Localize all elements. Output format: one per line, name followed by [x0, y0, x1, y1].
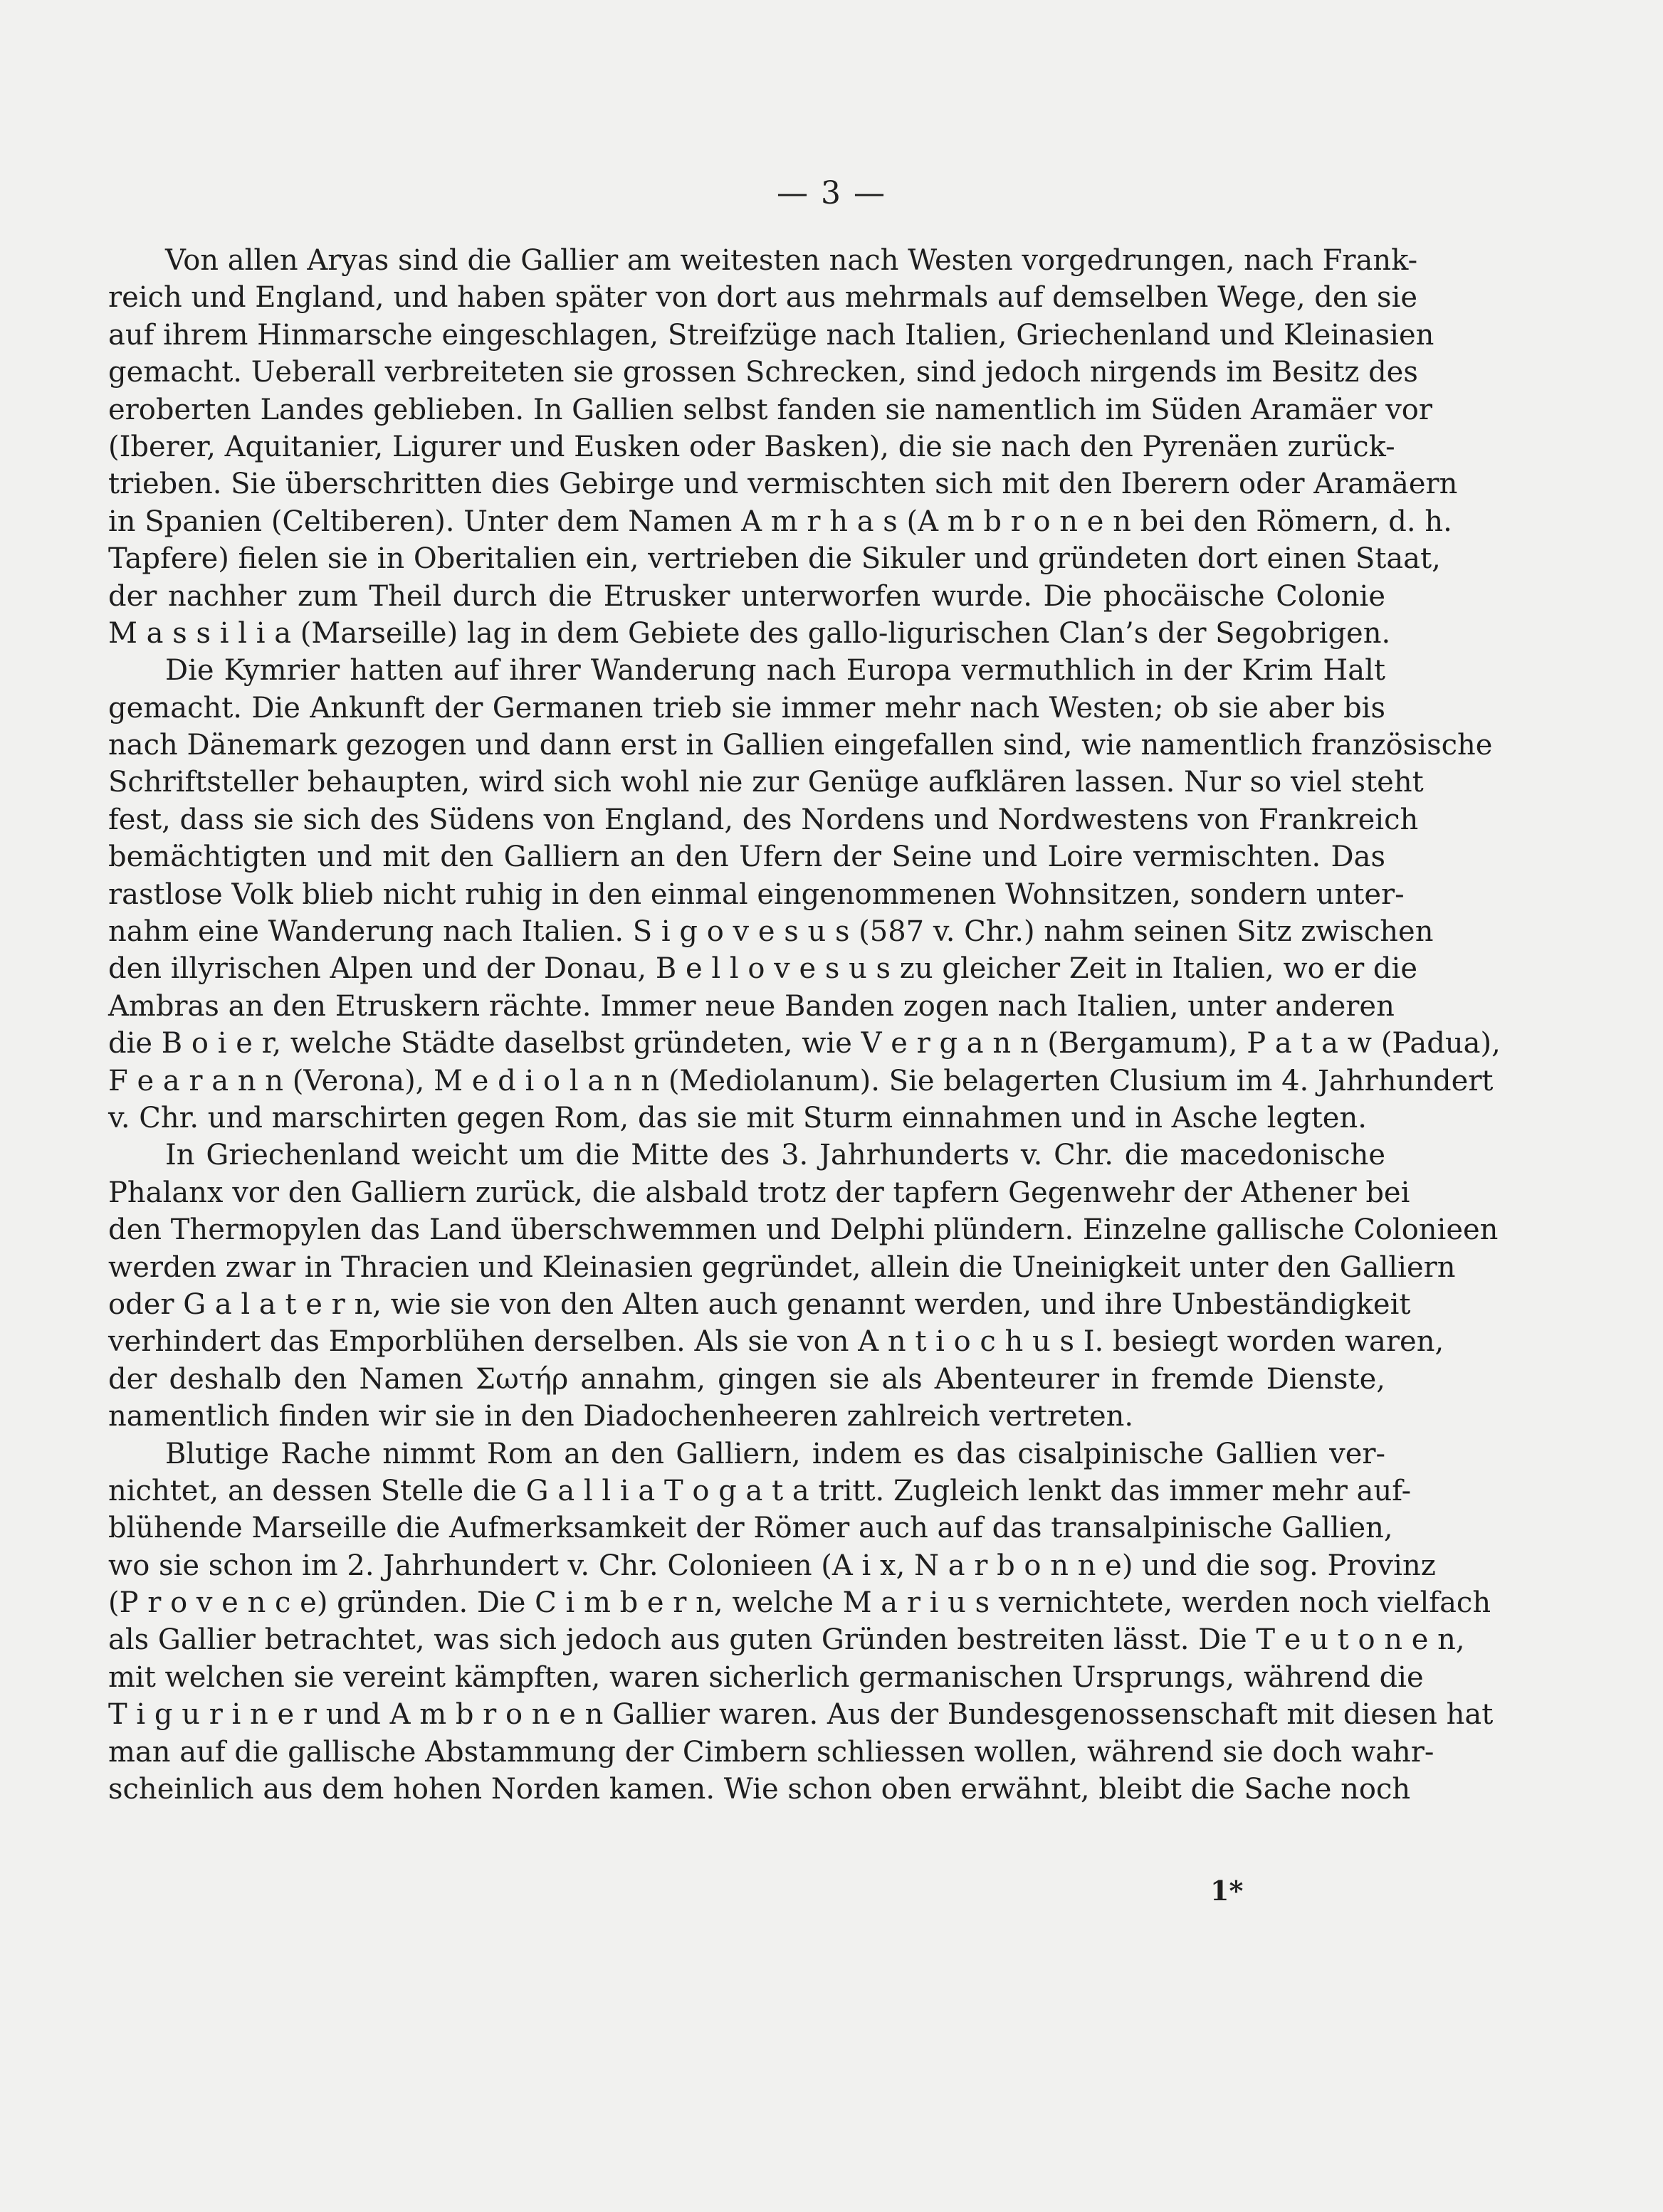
text-line: (Iberer, Aquitanier, Ligurer und Eusken oder Basken), die sie nach den Pyrenäen zurück-	[108, 430, 1395, 463]
text-line: rastlose Volk blieb nicht ruhig in den einmal eingenommenen Wohnsitzen, sondern unter-	[108, 878, 1405, 911]
text-line: als Gallier betrachtet, was sich jedoch aus guten Gründen bestreiten lässt. Die T e u t o n e n,	[108, 1623, 1465, 1657]
text-line: Schriftsteller behaupten, wird sich wohl nie zur Genüge aufklären lassen. Nur so viel steht	[108, 766, 1424, 799]
text-line: reich und England, und haben später von dort aus mehrmals auf demselben Wege, den sie	[108, 281, 1418, 315]
text-line: die B o i e r, welche Städte daselbst gründeten, wie V e r g a n n (Bergamum), P a t a w (Padua),	[108, 1027, 1501, 1060]
text-line: Die Kymrier hatten auf ihrer Wanderung nach Europa vermuthlich in der Krim Halt	[165, 654, 1385, 688]
body-text	[108, 242, 1501, 1808]
text-line: T i g u r i n e r und A m b r o n e n Gallier waren. Aus der Bundesgenossenschaft mit diesen hat	[108, 1698, 1494, 1732]
text-line: oder G a l a t e r n, wie sie von den Alten auch genannt werden, und ihre Unbeständigkeit	[108, 1287, 1411, 1321]
text-line: wo sie schon im 2. Jahrhundert v. Chr. Colonieen (A i x, N a r b o n n e) und die sog. Provinz	[108, 1549, 1436, 1582]
text-line: namentlich finden wir sie in den Diadochenheeren zahlreich vertreten.	[108, 1400, 1134, 1433]
text-line: gemacht. Ueberall verbreiteten sie grossen Schrecken, sind jedoch nirgends im Besitz des	[108, 356, 1418, 389]
text-line: nichtet, an dessen Stelle die G a l l i a T o g a t a tritt. Zugleich lenkt das immer mehr auf-	[108, 1474, 1412, 1507]
text-line: Phalanx vor den Galliern zurück, die alsbald trotz der tapfern Gegenwehr der Athener bei	[108, 1176, 1410, 1209]
text-line: scheinlich aus dem hohen Norden kamen. Wie schon oben erwähnt, bleibt die Sache noch	[108, 1773, 1411, 1806]
sheet-signature: 1*	[1210, 1875, 1244, 1907]
text-line: den Thermopylen das Land überschwemmen und Delphi plündern. Einzelne gallische Colonieen	[108, 1213, 1499, 1247]
text-line: mit welchen sie vereint kämpften, waren sicherlich germanischen Ursprungs, während die	[108, 1660, 1424, 1694]
text-line: eroberten Landes geblieben. In Gallien selbst fanden sie namentlich im Süden Aramäer vor	[108, 393, 1432, 426]
text-line: bemächtigten und mit den Galliern an den Ufern der Seine und Loire vermischten. Das	[108, 841, 1385, 874]
text-line: Von allen Aryas sind die Gallier am weitesten nach Westen vorgedrungen, nach Frank-	[165, 244, 1418, 277]
text-line: der nachher zum Theil durch die Etrusker unterworfen wurde. Die phocäische Colonie	[108, 579, 1385, 613]
text-line: nahm eine Wanderung nach Italien. S i g o v e s u s (587 v. Chr.) nahm seinen Sitz zwischen	[108, 915, 1434, 949]
text-line: M a s s i l i a (Marseille) lag in dem Gebiete des gallo-ligurischen Clan’s der Segobrigen.	[108, 616, 1391, 650]
text-line: trieben. Sie überschritten dies Gebirge und vermischten sich mit den Iberern oder Aramäern	[108, 468, 1458, 501]
text-line: Blutige Rache nimmt Rom an den Galliern, indem es das cisalpinische Gallien ver-	[165, 1437, 1385, 1470]
text-line: Ambras an den Etruskern rächte. Immer neue Banden zogen nach Italien, unter anderen	[108, 989, 1395, 1023]
text-line: In Griechenland weicht um die Mitte des 3. Jahrhunderts v. Chr. die macedonische	[165, 1139, 1385, 1172]
text-line: Tapfere) fielen sie in Oberitalien ein, vertrieben die Sikuler und gründeten dort einen Staat,	[108, 542, 1441, 576]
text-line: F e a r a n n (Verona), M e d i o l a n n (Mediolanum). Sie belagerten Clusium im 4. Jahrhundert	[108, 1064, 1494, 1097]
text-line: werden zwar in Thracien und Kleinasien gegründet, allein die Uneinigkeit unter den Galliern	[108, 1250, 1456, 1284]
text-line: fest, dass sie sich des Südens von England, des Nordens und Nordwestens von Frankreich	[108, 803, 1419, 836]
text-line: verhindert das Emporblühen derselben. Als sie von A n t i o c h u s I. besiegt worden waren,	[108, 1325, 1444, 1359]
text-line: den illyrischen Alpen und der Donau, B e l l o v e s u s zu gleicher Zeit in Italien, wo er die	[108, 952, 1417, 986]
text-line: blühende Marseille die Aufmerksamkeit der Römer auch auf das transalpinische Gallien,	[108, 1512, 1393, 1545]
text-line: auf ihrem Hinmarsche eingeschlagen, Streifzüge nach Italien, Griechenland und Kleinasien	[108, 318, 1434, 352]
text-line: man auf die gallische Abstammung der Cimbern schliessen wollen, während sie doch wahr-	[108, 1735, 1434, 1769]
text-line: der deshalb den Namen Σωτήρ annahm, gingen sie als Abenteurer in fremde Dienste,	[108, 1362, 1385, 1396]
text-line: gemacht. Die Ankunft der Germanen trieb sie immer mehr nach Westen; ob sie aber bis	[108, 691, 1385, 725]
page-number: — 3 —	[777, 175, 886, 211]
text-line: nach Dänemark gezogen und dann erst in Gallien eingefallen sind, wie namentlich französische	[108, 729, 1493, 762]
text-line: (P r o v e n c e) gründen. Die C i m b e r n, welche M a r i u s vernichtete, werden noch vielfach	[108, 1586, 1491, 1620]
text-line: in Spanien (Celtiberen). Unter dem Namen A m r h a s (A m b r o n e n bei den Römern, d. h.	[108, 505, 1452, 538]
text-line: v. Chr. und marschirten gegen Rom, das sie mit Sturm einnahmen und in Asche legten.	[108, 1101, 1367, 1134]
